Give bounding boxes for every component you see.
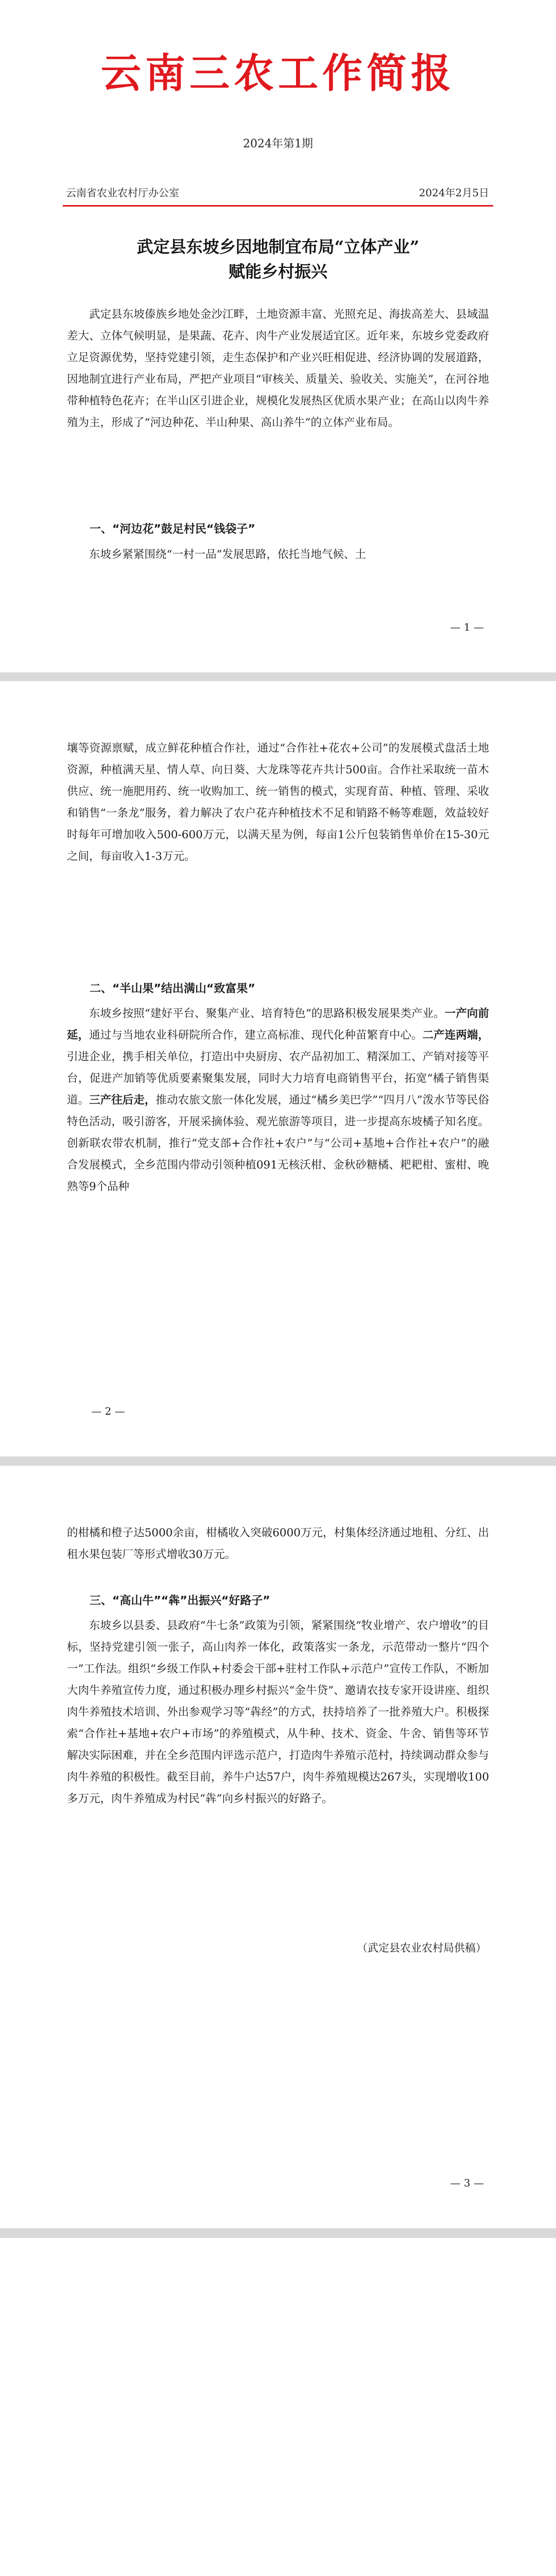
page-number-1: — 1 —: [450, 621, 484, 633]
section-3-heading: 三、“高山牛”“犇”出振兴“好路子”: [90, 1595, 270, 1607]
section-1-paragraph-rest: 壤等资源禀赋，成立鲜花种植合作社，通过“合作社+花农+公司”的发展模式盘活土地资源，种植满天星、情人草、向日葵、大龙珠等花卉共计500亩。合作社采取统一苗木供应、统一施肥用药、统一收购加工、统一销售的模式，实现育苗、种植、管理、采收和销售“一条龙”服务，着力解决了农户花卉种植技术不足和销路不畅等难题，效益较好时每年可增加收入500-600万元，以满天星为例，每亩1公斤包装销售单价在15-30元之间，每亩收入1-3万元。: [67, 742, 489, 863]
bulletin-title: 云南三农工作简报: [100, 50, 455, 97]
section-2-paragraph: [67, 1003, 489, 1198]
page-2: [0, 681, 556, 1456]
header-red-rule: [63, 205, 493, 207]
section-2-bold-2: 二产连两端，: [422, 1029, 489, 1042]
article-title-line-1: 武定县东坡乡因地制宜布局“立体产业”: [136, 237, 420, 257]
section-3-paragraph: 东坡乡以县委、县政府“牛七条”政策为引领，紧紧围绕“牧业增产、农户增收”的目标，坚持党建引领一张子，高山肉养一体化，政策落实一条龙，示范带动一整片“四个一”工作法。组织“乡级工作队+村委会干部+驻村工作队+示范户”宣传工作队，不断加大肉牛养殖宣传力度，通过积极办理乡村振兴“金牛贷”、邀请农技专家开设讲座、组织肉牛养殖技术培训、外出参观学习等“犇经”的方式，扶持培养了一批养殖大户。积极探索“合作社+基地+农户+市场”的养殖模式，从牛种、技术、资金、牛舍、销售等环节解决实际困难，并在全乡范围内评选示范户，打造肉牛养殖示范村，持续调动群众参与肉牛养殖的积极性。截至目前，养牛户达57户，肉牛养殖规模达267头，实现增收100多万元，肉牛养殖成为村民“犇”向乡村振兴的好路子。: [67, 1619, 489, 1805]
section-1-paragraph-start: 东坡乡紧紧围绕“一村一品”发展思路，依托当地气候、土: [89, 548, 366, 561]
intro-paragraph: 武定县东坡傣族乡地处金沙江畔，土地资源丰富、光照充足、海拔高差大、县域温差大、立体气候明显，是果蔬、花卉、肉牛产业发展适宜区。近年来，东坡乡党委政府立足资源优势，坚持党建引领，走生态保护和产业兴旺相促进、经济协调的发展道路，因地制宜进行产业布局，严把产业项目“审核关、质量关、验收关、实施关”，在河谷地带种植特色花卉；在半山区引进企业，规模化发展热区优质水果产业；在高山以肉牛养殖为主，形成了“河边种花、半山种果、高山养牛”的立体产业布局。: [67, 308, 489, 429]
page-4: [0, 2238, 556, 2576]
section-2-text-2: 引进企业，携手相关单位，打造出中央厨房、农产品初加工、精深加工、产销对接等平台，促进产加销等优质要素聚集发展，同时大力培育电商销售平台，拓宽“橘子销售渠道。: [67, 1050, 489, 1107]
page-3: [0, 1466, 556, 2228]
page-number-2: — 2 —: [91, 1405, 125, 1417]
article-title: [62, 234, 494, 284]
section-2-text-1: 通过与当地农业科研院所合作，建立高标准、现代化种苗繁育中心。: [89, 1029, 423, 1042]
article-title-line-2: 赋能乡村振兴: [228, 262, 327, 281]
source-credit: （武定县农业农村局供稿）: [357, 1942, 486, 1954]
issuer-row: [66, 184, 489, 199]
section-2-heading: 二、“半山果”结出满山“致富果”: [90, 982, 255, 995]
section-2-paragraph-cont: 的柑橘和橙子达5000余亩，柑橘收入突破6000万元，村集体经济通过地租、分红、出租水果包装厂等形式增收30万元。: [67, 1527, 489, 1561]
issuer: 云南省农业农村厅办公室: [66, 187, 179, 199]
page-number-3: — 3 —: [450, 2177, 484, 2189]
section-2-intro: 东坡乡按照“建好平台、聚集产业、培育特色”的思路积极发展果类产业。: [89, 1007, 445, 1020]
issue-number: 2024年第1期: [243, 138, 313, 150]
page-1: [0, 0, 556, 672]
issue-date: 2024年2月5日: [419, 187, 489, 199]
section-2-text-3: 推动农旅文旅一体化发展，通过“橘乡美巴学”“四月八”泼水节等民俗特色活动，吸引游客，开展采摘体验、观光旅游等项目，进一步提高东坡橘子知名度。创新联农带农机制，推行“党支部+合作社+农户”与“公司+基地+合作社+农户”的融合发展模式，全乡范围内带动引领种植091无核沃柑、金秋砂糖橘、耙耙柑、蜜柑、晚熟等9个品种: [67, 1094, 489, 1193]
section-1-heading: 一、“河边花”鼓足村民“钱袋子”: [90, 523, 255, 536]
section-2-bold-1: 一产向前延，: [67, 1007, 489, 1042]
section-2-bold-3: 三产往后走，: [89, 1094, 156, 1107]
